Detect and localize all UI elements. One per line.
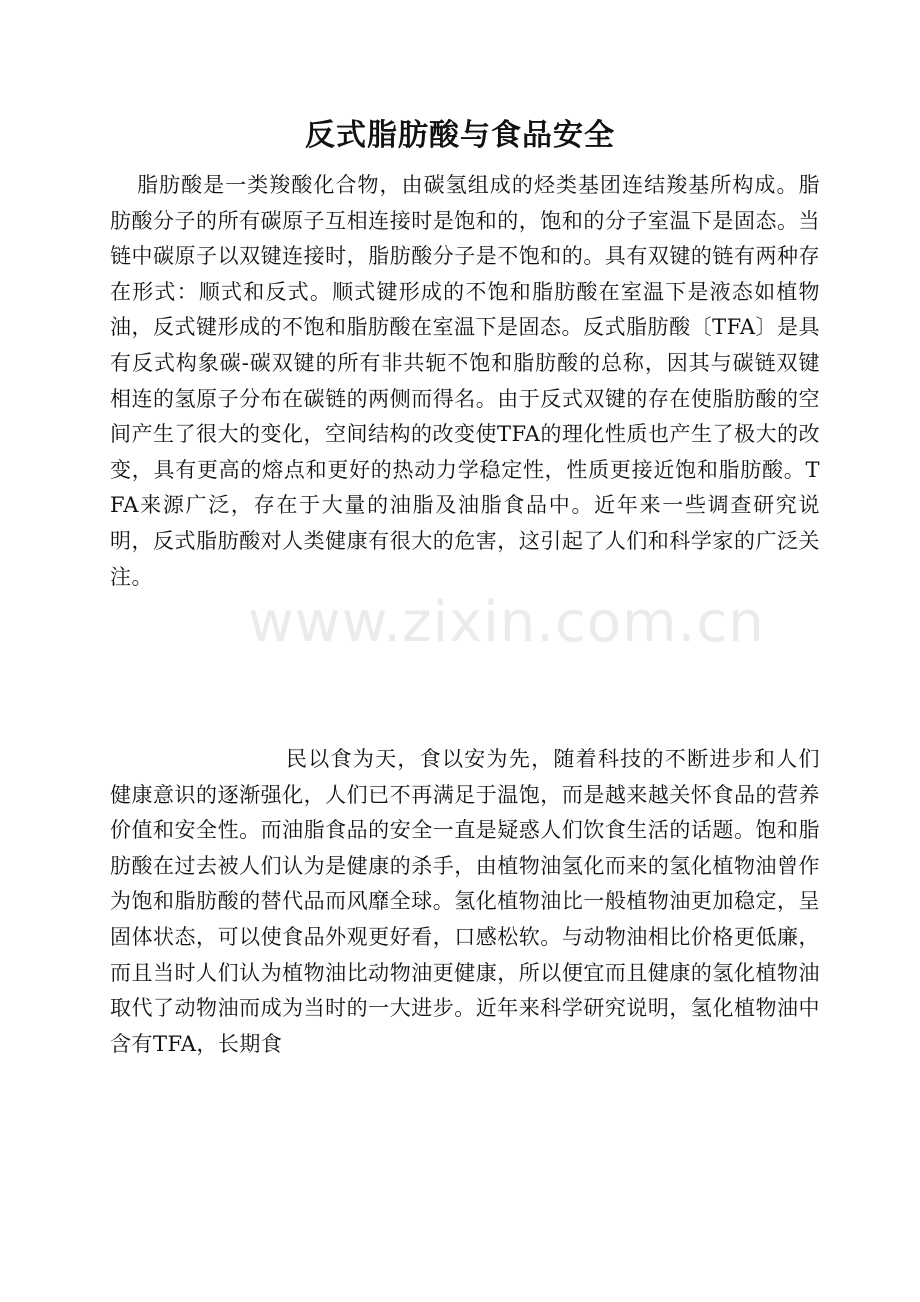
document-title: 反式脂肪酸与食品安全 bbox=[305, 118, 615, 153]
watermark: www.zixin.com.cn bbox=[248, 590, 765, 655]
paragraph-2: 民以食为天，食以安为先，随着科技的不断进步和人们健康意识的逐渐强化，人们已不再满足于温饱，而是越来越关怀食品的营养价值和安全性。而油脂食品的安全一直是疑惑人们饮食生活的话题。饱和脂肪酸在过去被人们认为是健康的杀手，由植物油氢化而来的氢化植物油曾作为饱和脂肪酸的替代品而风靡全球。氢化植物油比一般植物油更加稳定，呈固体状态，可以使食品外观更好看，口感松软。与动物油相比价格更低廉，而且当时人们认为植物油比动物油更健康，所以便宜而且健康的氢化植物油取代了动物油而成为当时的一大进步。近年来科学研究说明，氢化植物油中含有TFA，长期食 bbox=[110, 747, 820, 1056]
paragraph-1: 脂肪酸是一类羧酸化合物，由碳氢组成的烃类基团连结羧基所构成。脂肪酸分子的所有碳原子互相连接时是饱和的，饱和的分子室温下是固态。当链中碳原子以双键连接时，脂肪酸分子是不饱和的。具有双键的链有两种存在形式：顺式和反式。顺式键形成的不饱和脂肪酸在室温下是液态如植物油，反式键形成的不饱和脂肪酸在室温下是固态。反式脂肪酸〔TFA〕是具有反式构象碳-碳双键的所有非共轭不饱和脂肪酸的总称，因其与碳链双键相连的氢原子分布在碳链的两侧而得名。由于反式双键的存在使脂肪酸的空间产生了很大的变化，空间结构的改变使TFA的理化性质也产生了极大的改变，具有更高的熔点和更好的热动力学稳定性，性质更接近饱和脂肪酸。TFA来源广泛，存在于大量的油脂及油脂食品中。近年来一些调查研究说明，反式脂肪酸对人类健康有很大的危害，这引起了人们和科学家的广泛关注。 bbox=[110, 173, 820, 589]
